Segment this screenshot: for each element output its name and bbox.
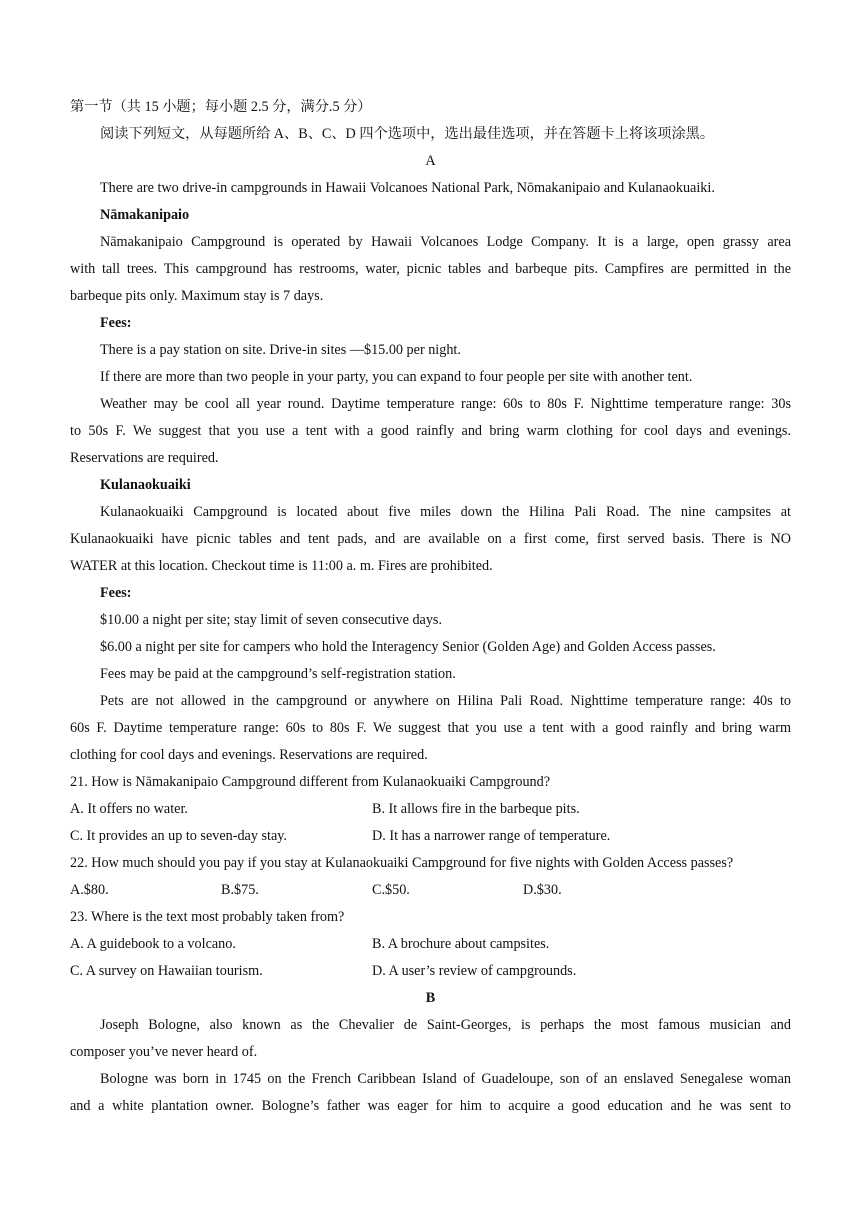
option-a: A.$80. [70, 882, 109, 898]
camp1-paragraph-line: Nāmakanipaio Campground is operated by Hawaii Volcanoes Lodge Company. It is a large, open grassy area [100, 234, 791, 250]
camp2-title: Kulanaokuaiki [100, 477, 191, 493]
question-stem: 22. How much should you pay if you stay at Kulanaokuaiki Campground for five nights with Golden Access passes? [70, 855, 734, 871]
fees-label: Fees: [100, 315, 132, 331]
camp2-weather-line: Pets are not allowed in the campground or anywhere on Hilina Pali Road. Nighttime temperature range: 40s to [100, 693, 791, 709]
passage-b-line: composer you’ve never heard of. [70, 1044, 258, 1060]
camp1-paragraph-line: with tall trees. This campground has restrooms, water, picnic tables and barbeque pits. Campfires are permitted in the [70, 261, 791, 277]
question-stem: 23. Where is the text most probably taken from? [70, 909, 345, 925]
camp2-fee-line: $6.00 a night per site for campers who hold the Interagency Senior (Golden Age) and Golden Access passes. [100, 639, 716, 655]
option-d: D. A user’s review of campgrounds. [372, 963, 577, 979]
option-row [70, 796, 791, 823]
passage-b-line: Bologne was born in 1745 on the French Caribbean Island of Guadeloupe, son of an enslaved Senegalese woman [100, 1071, 791, 1087]
camp1-weather-line: Weather may be cool all year round. Daytime temperature range: 60s to 80s F. Nighttime temperature range: 30s [100, 396, 791, 412]
passage-b-letter: B [425, 990, 436, 1006]
camp1-title: Nāmakanipaio [100, 207, 190, 223]
passage-a-letter: A [425, 153, 436, 169]
section-header: 第一节（共 15 小题；每小题 2.5 分，满分.5 分） [70, 99, 372, 115]
option-row [70, 823, 791, 850]
camp2-weather-line: 60s F. Daytime temperature range: 60s to 80s F. We suggest that you use a tent with a good rainfly and bring warm [70, 720, 791, 736]
camp1-weather-line: to 50s F. We suggest that you use a tent with a good rainfly and bring warm clothing for cool days and evenings. [70, 423, 791, 439]
camp2-fee-line: Fees may be paid at the campground’s self-registration station. [100, 666, 456, 682]
question-stem: 21. How is Nāmakanipaio Campground different from Kulanaokuaiki Campground? [70, 774, 551, 790]
option-c: C. It provides an up to seven-day stay. [70, 828, 287, 844]
exam-page [70, 94, 791, 1120]
camp2-paragraph-line: Kulanaokuaiki have picnic tables and tent pads, and are available on a first come, first served basis. There is NO [70, 531, 791, 547]
camp2-paragraph-line: WATER at this location. Checkout time is 11:00 a. m. Fires are prohibited. [70, 558, 493, 574]
option-row [70, 958, 791, 985]
passage-b-line: Joseph Bologne, also known as the Chevalier de Saint-Georges, is perhaps the most famous musician and [100, 1017, 791, 1033]
option-b: B. A brochure about campsites. [372, 936, 550, 952]
camp1-fee-line: If there are more than two people in your party, you can expand to four people per site with another tent. [100, 369, 693, 385]
option-row [70, 931, 791, 958]
option-c: C. A survey on Hawaiian tourism. [70, 963, 263, 979]
option-b: B.$75. [221, 882, 259, 898]
camp1-paragraph-line: barbeque pits only. Maximum stay is 7 days. [70, 288, 324, 304]
fees-label: Fees: [100, 585, 132, 601]
camp1-weather-line: Reservations are required. [70, 450, 219, 466]
camp2-fee-line: $10.00 a night per site; stay limit of seven consecutive days. [100, 612, 443, 628]
option-a: A. A guidebook to a volcano. [70, 936, 236, 952]
option-row [70, 877, 791, 904]
option-b: B. It allows fire in the barbeque pits. [372, 801, 580, 817]
option-a: A. It offers no water. [70, 801, 188, 817]
camp2-weather-line: clothing for cool days and evenings. Reservations are required. [70, 747, 428, 763]
option-d: D.$30. [523, 882, 562, 898]
option-d: D. It has a narrower range of temperature. [372, 828, 611, 844]
passage-b-line: and a white plantation owner. Bologne’s father was eager for him to acquire a good education and he was sent to [70, 1098, 791, 1114]
camp2-paragraph-line: Kulanaokuaiki Campground is located about five miles down the Hilina Pali Road. The nine campsites at [100, 504, 791, 520]
camp1-fee-line: There is a pay station on site. Drive-in sites —$15.00 per night. [100, 342, 461, 358]
passage-a-intro: There are two drive-in campgrounds in Hawaii Volcanoes National Park, Nōmakanipaio and Kulanaokuaiki. [100, 180, 715, 196]
instructions: 阅读下列短文，从每题所给 A、B、C、D 四个选项中，选出最佳选项，并在答题卡上将该项涂黑。 [100, 126, 715, 142]
option-c: C.$50. [372, 882, 410, 898]
